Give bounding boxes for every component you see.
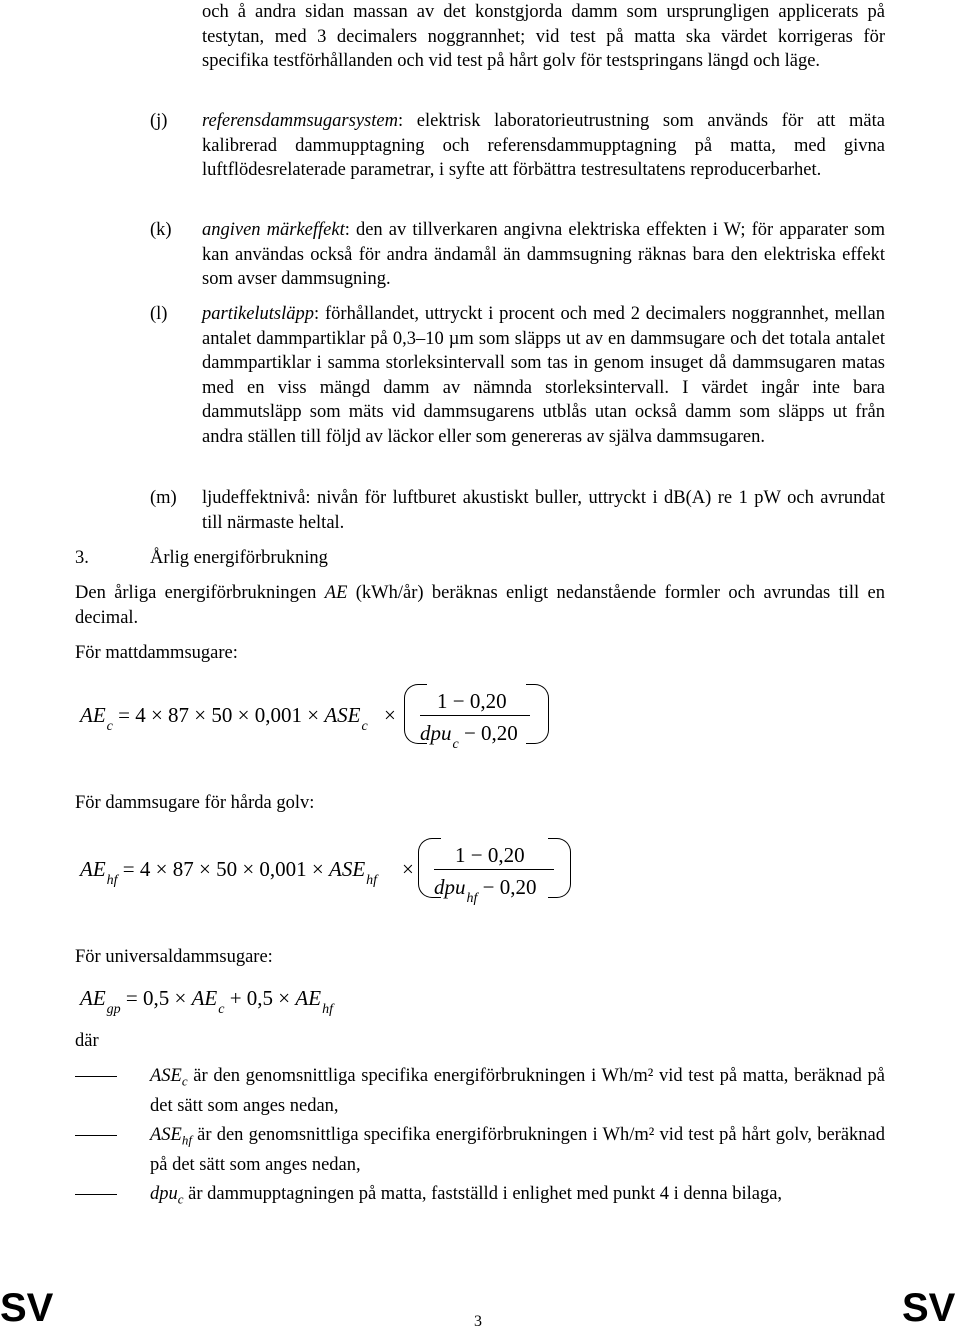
definition-ase-c bbox=[150, 1064, 885, 1119]
def-text: är dammupptagningen på matta, fastställd i enlighet med punkt 4 i denna bilaga, bbox=[183, 1184, 783, 1204]
def-sub: hf bbox=[181, 1132, 192, 1148]
formula-symbol: dpu bbox=[434, 875, 466, 899]
item-term: partikelutsläpp bbox=[202, 304, 315, 324]
formula-factors: = 4 × 87 × 50 × 0,001 × bbox=[118, 703, 325, 727]
item-text: ljudeffektnivå: nivån för luftburet akustiskt buller, uttryckt i dB(A) re 1 pW och avrundat till närmaste heltal. bbox=[202, 488, 885, 533]
formula-text: − 0,20 bbox=[477, 875, 537, 899]
section-title: Årlig energiförbrukning bbox=[150, 548, 328, 568]
right-paren bbox=[548, 838, 571, 898]
right-paren bbox=[526, 684, 549, 744]
formula-sub: gp bbox=[106, 1002, 121, 1017]
item-m bbox=[202, 486, 885, 535]
times-sign: × bbox=[402, 857, 414, 881]
item-label-l: (l) bbox=[150, 304, 168, 324]
page-number: 3 bbox=[474, 1313, 482, 1330]
item-term: angiven märkeffekt bbox=[202, 220, 345, 240]
dar-label: där bbox=[75, 1031, 99, 1051]
formula-lhs: AE bbox=[80, 986, 106, 1010]
definition-dpu-c bbox=[150, 1182, 885, 1212]
formula-sub: hf bbox=[366, 873, 378, 888]
formula-factors: = 4 × 87 × 50 × 0,001 × bbox=[122, 857, 330, 881]
fraction-bar bbox=[434, 869, 554, 870]
formula-symbol: ASE bbox=[329, 857, 366, 881]
body-paragraph bbox=[75, 581, 885, 630]
item-k bbox=[202, 218, 885, 292]
definition-ase-hf bbox=[150, 1123, 885, 1178]
times-sign: × bbox=[384, 703, 396, 727]
fraction-numerator: 1 − 0,20 bbox=[437, 689, 507, 713]
formula-sub: c bbox=[106, 719, 113, 734]
intro-paragraph: och å andra sidan massan av det konstgjorda damm som ursprungligen applicerats på testytan, med 3 decimalers noggrannhet; vid test på matta ska värdet korrigeras för specifika testförhållanden och vid test på hårt golv för testspringans längd och läge. bbox=[202, 2, 885, 71]
list-dash bbox=[75, 1194, 117, 1195]
para-symbol: AE bbox=[324, 583, 348, 603]
item-label-j: (j) bbox=[150, 111, 168, 131]
formula-label-universal: För universaldammsugare: bbox=[75, 947, 273, 967]
footer-language-right: SV bbox=[902, 1286, 956, 1330]
def-symbol: ASE bbox=[150, 1066, 182, 1086]
formula-label-harda-golv: För dammsugare för hårda golv: bbox=[75, 793, 315, 813]
formula-sub: c bbox=[218, 1002, 225, 1017]
footer-language-left: SV bbox=[0, 1286, 54, 1330]
formula-symbol: ASE bbox=[324, 703, 361, 727]
formula-sub: hf bbox=[106, 873, 118, 888]
formula-symbol: AE bbox=[295, 986, 322, 1010]
formula-lhs: AE bbox=[80, 857, 106, 881]
formula-sub: c bbox=[361, 719, 368, 734]
formula-text: − 0,20 bbox=[458, 721, 518, 745]
def-text: är den genomsnittliga specifika energiförbrukningen i Wh/m² vid test på hårt golv, beräknad på det sätt som anges nedan, bbox=[150, 1125, 885, 1176]
item-label-m: (m) bbox=[150, 488, 177, 508]
def-text: är den genomsnittliga specifika energiförbrukningen i Wh/m² vid test på matta, beräknad på det sätt som anges nedan, bbox=[150, 1066, 885, 1117]
list-dash bbox=[75, 1135, 117, 1136]
def-sub: c bbox=[181, 1073, 188, 1089]
formula-symbol: AE bbox=[191, 986, 218, 1010]
formula-text: = 0,5 × bbox=[120, 986, 192, 1010]
def-sub: c bbox=[177, 1191, 184, 1207]
formula-sub: hf bbox=[466, 891, 478, 906]
para-text: Den årliga energiförbrukningen bbox=[75, 583, 325, 603]
item-text: : den av tillverkaren angivna elektriska effekten i W; för apparater som kan användas också för andra ändamål än dammsugning räknas bara den elektriska effekt som avser dammsugning. bbox=[202, 220, 886, 289]
item-label-k: (k) bbox=[150, 220, 172, 240]
fraction-bar bbox=[420, 715, 530, 716]
item-term: referensdammsugarsystem bbox=[202, 111, 398, 131]
formula-universal bbox=[80, 986, 333, 1017]
item-text: : elektrisk laboratorieutrustning som används för att mäta kalibrerad dammupptagning och referensdammupptagning på matta, med givna luftflödesrelaterade parametrar, i syfte att förbättra testresultatens reproducerbarhet. bbox=[202, 111, 885, 180]
def-symbol: ASE bbox=[150, 1125, 182, 1145]
item-text: : förhållandet, uttryckt i procent och med 2 decimalers noggrannhet, mellan antalet dammpartiklar på 0,3–10 µm som släpps ut av en dammsugare och det totala antalet dammpartiklar i samma storleksintervall som tas in genom insuget då dammsugaren matas med en viss mängd damm av nämnda storleksintervall. I värdet ingår inte bara dammutsläpp som mäts vid dammsugarens utblås utan också damm som släpps ut från andra ställen till följd av läckor eller som genereras av själva dammsugaren. bbox=[202, 304, 885, 447]
formula-sub: c bbox=[452, 737, 459, 752]
fraction-numerator: 1 − 0,20 bbox=[455, 843, 525, 867]
def-symbol: dpu bbox=[150, 1184, 178, 1204]
formula-text: + 0,5 × bbox=[224, 986, 296, 1010]
formula-sub: hf bbox=[322, 1002, 333, 1017]
section-number: 3. bbox=[75, 548, 89, 568]
list-dash bbox=[75, 1076, 117, 1077]
para-text: (kWh/år) beräknas enligt nedanstående formler och avrundas till en decimal. bbox=[75, 583, 885, 628]
formula-symbol: dpu bbox=[420, 721, 452, 745]
item-j bbox=[202, 109, 885, 183]
formula-lhs: AE bbox=[80, 703, 106, 727]
item-l bbox=[202, 302, 885, 449]
formula-label-mattdammsugare: För mattdammsugare: bbox=[75, 643, 238, 663]
